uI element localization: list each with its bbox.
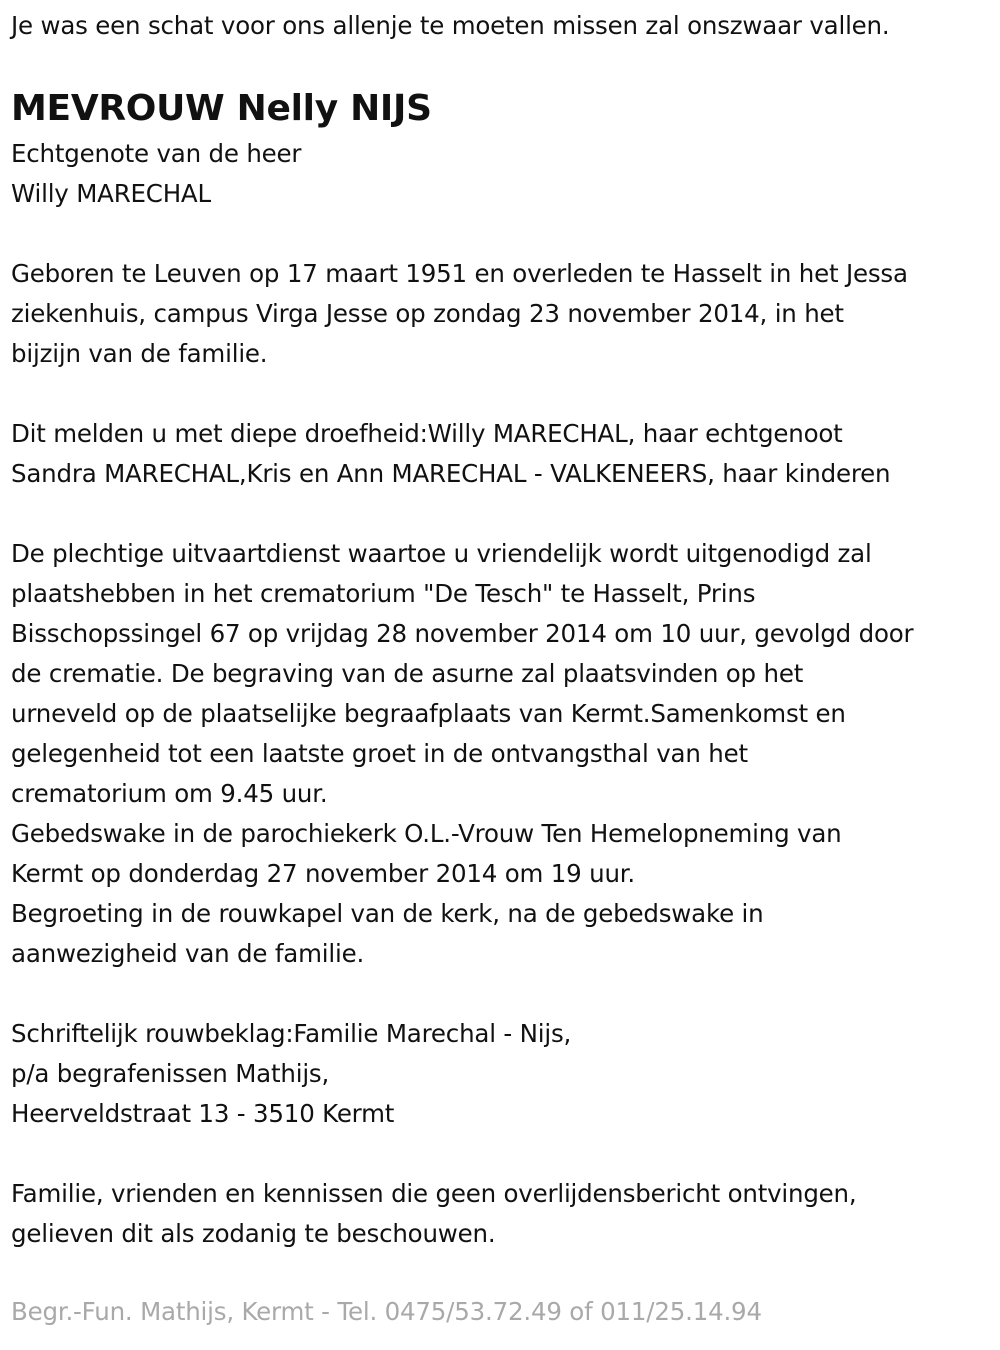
condolences-paragraph [11,1014,996,1134]
section-gap [11,214,996,254]
funeral-home-footer: Begr.-Fun. Mathijs, Kermt - Tel. 0475/53.72.49 of 011/25.14.94 [11,1297,762,1326]
paragraph-line: Schriftelijk rouwbeklag:Familie Marechal - Nijs, [11,1019,572,1048]
paragraph-line: Geboren te Leuven op 17 maart 1951 en overleden te Hasselt in het Jessa [11,259,908,288]
paragraph-line: Gebedswake in de parochiekerk O.L.-Vrouw Ten Hemelopneming van [11,819,842,848]
section-gap [11,494,996,534]
paragraph-line: Familie, vrienden en kennissen die geen overlijdensbericht ontvingen, [11,1179,857,1208]
notice-paragraph [11,1174,996,1254]
paragraph-line: Dit melden u met diepe droefheid:Willy MARECHAL, haar echtgenoot [11,419,843,448]
paragraph-line: Sandra MARECHAL,Kris en Ann MARECHAL - VALKENEERS, haar kinderen [11,459,891,488]
paragraph-line: Begroeting in de rouwkapel van de kerk, na de gebedswake in [11,899,764,928]
paragraph-line: plaatshebben in het crematorium "De Tesch" te Hasselt, Prins [11,579,756,608]
birth-death-paragraph [11,254,996,374]
paragraph-line: Kermt op donderdag 27 november 2014 om 19 uur. [11,859,636,888]
paragraph-line: crematorium om 9.45 uur. [11,779,328,808]
paragraph-line: gelegenheid tot een laatste groet in de ontvangsthal van het [11,739,748,768]
paragraph-line: urneveld op de plaatselijke begraafplaats van Kermt.Samenkomst en [11,699,846,728]
paragraph-line: p/a begrafenissen Mathijs, [11,1059,330,1088]
service-paragraph [11,534,996,974]
paragraph-line: de crematie. De begraving van de asurne zal plaatsvinden op het [11,659,804,688]
paragraph-line: De plechtige uitvaartdienst waartoe u vriendelijk wordt uitgenodigd zal [11,539,872,568]
paragraph-line: Heerveldstraat 13 - 3510 Kermt [11,1099,395,1128]
paragraph-line: bijzijn van de familie. [11,339,268,368]
deceased-name: MEVROUW Nelly NIJS [11,88,432,129]
spouse-name: Willy MARECHAL [11,179,211,208]
section-gap [11,374,996,414]
section-gap [11,1134,996,1174]
announcers-paragraph [11,414,996,494]
paragraph-line: aanwezigheid van de familie. [11,939,365,968]
motto-text: Je was een schat voor ons allenje te moeten missen zal onszwaar vallen. [11,11,890,40]
paragraph-line: gelieven dit als zodanig te beschouwen. [11,1219,496,1248]
paragraph-line: ziekenhuis, campus Virga Jesse op zondag 23 november 2014, in het [11,299,844,328]
spouse-intro: Echtgenote van de heer [11,139,302,168]
paragraph-line: Bisschopssingel 67 op vrijdag 28 november 2014 om 10 uur, gevolgd door [11,619,914,648]
obituary-notice [11,6,996,1254]
section-gap [11,974,996,1014]
